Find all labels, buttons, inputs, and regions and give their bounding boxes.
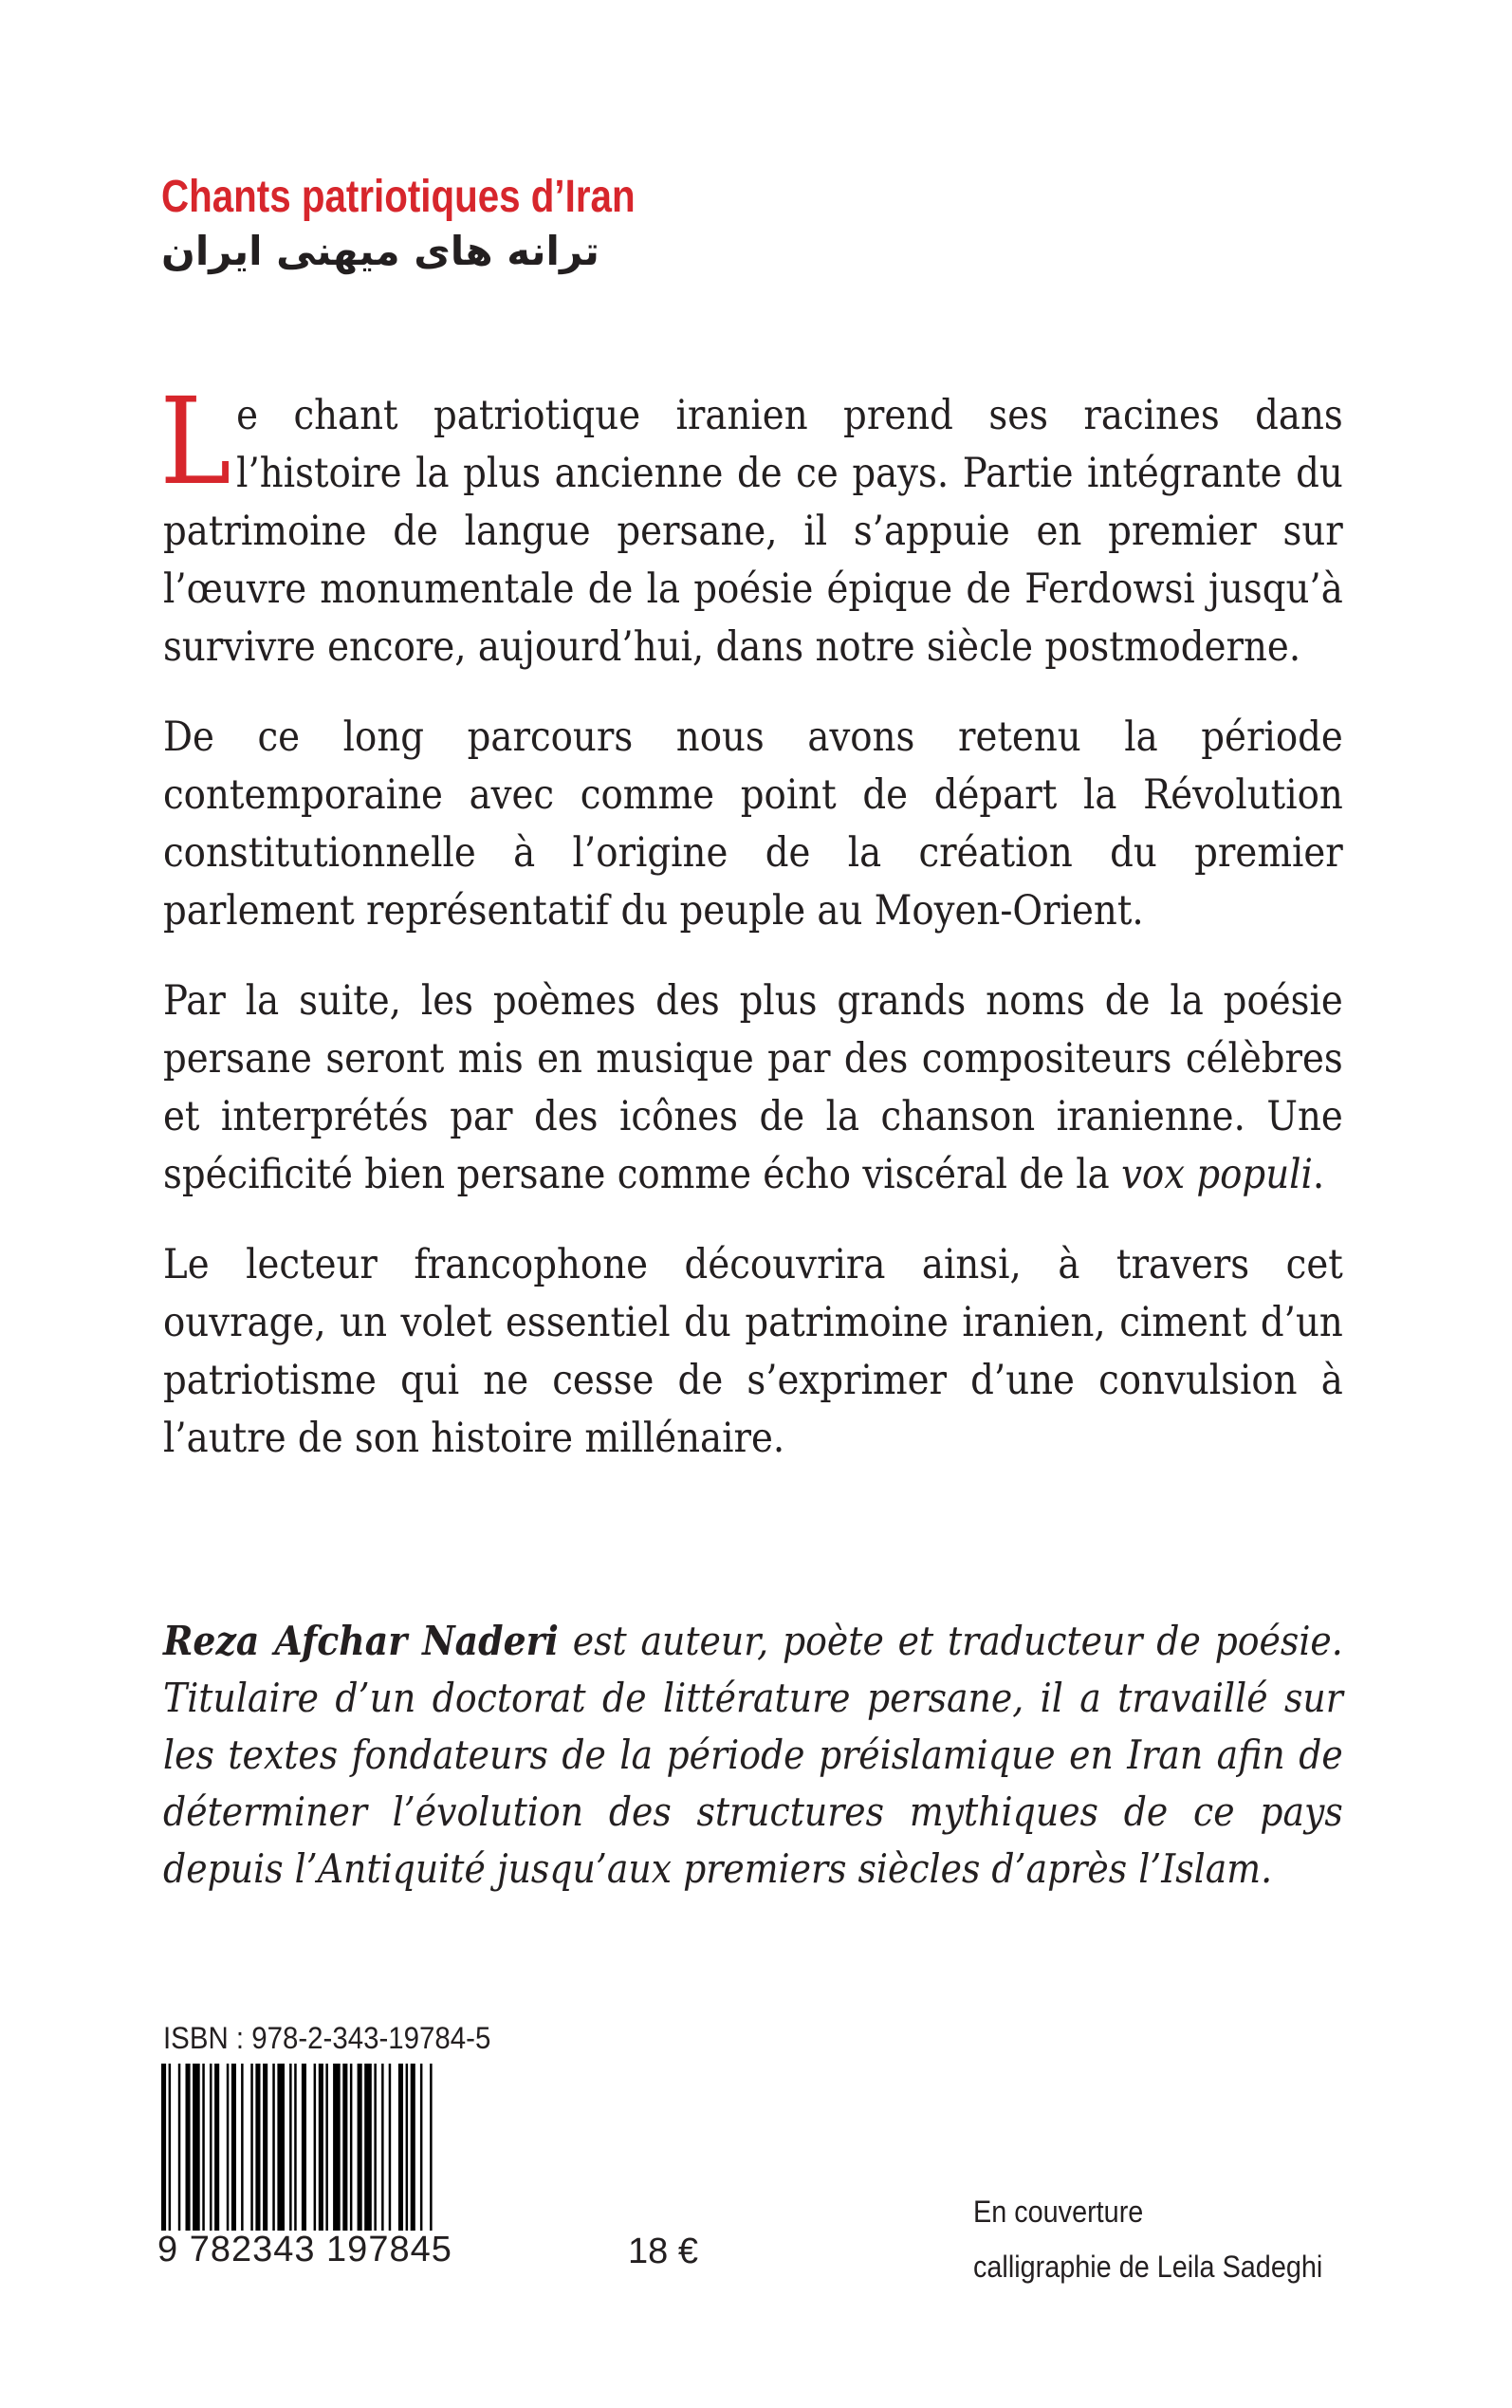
paragraph-3-end: . xyxy=(1312,1151,1325,1198)
title-persian: ترانه های میهنی ایران xyxy=(161,228,599,274)
author-name: Reza Afchar Naderi xyxy=(163,1618,559,1664)
paragraph-3-text: Par la suite, les poèmes des plus grands noms de la poésie persane seront mis en musique par des compositeurs célèbres et interprétés par des icônes de la chanson iranienne. Une spécificité bien persane comme écho viscéral de la xyxy=(163,977,1343,1198)
drop-cap: L xyxy=(159,372,231,511)
paragraph-4: Le lecteur francophone découvrira ainsi, à travers cet ouvrage, un volet essentiel du patrimoine iranien, ciment d’un patriotisme qui ne cesse de s’exprimer d’une convulsion à l’autre de son histoire millénaire. xyxy=(163,1241,1343,1462)
isbn-label: ISBN : 978-2-343-19784-5 xyxy=(163,2021,491,2055)
cover-credit-line-2: calligraphie de Leila Sadeghi xyxy=(973,2250,1323,2284)
price: 18 € xyxy=(628,2232,698,2271)
author-bio xyxy=(163,1613,1343,1898)
barcode-digits: 9 782343 197845 xyxy=(157,2230,452,2269)
barcode-image xyxy=(157,2064,575,2231)
cover-credit-line-1: En couverture xyxy=(973,2195,1144,2229)
paragraph-1 xyxy=(159,372,1343,676)
summary-text xyxy=(159,372,1343,1500)
paragraph-3-italic: vox populi xyxy=(1121,1151,1313,1198)
cover-credit xyxy=(973,2184,1322,2294)
author-bio-text: est auteur, poète et traducteur de poésie. Titulaire d’un doctorat de littérature persane, il a travaillé sur les textes fondateurs de la période préislamique en Iran afin de déterminer l’évolution des structures mythiques de ce pays depuis l’Antiquité jusqu’aux premiers siècles d’après l’Islam. xyxy=(163,1618,1343,1892)
paragraph-1-text: e chant patriotique iranien prend ses racines dans l’histoire la plus ancienne de ce pays. Partie intégrante du patrimoine de langue persane, il s’appuie en premier sur l’œuvre monumentale de la poésie épique de Ferdowsi jusqu’à survivre encore, aujourd’hui, dans notre siècle postmoderne. xyxy=(163,392,1343,671)
paragraph-3 xyxy=(163,972,1343,1204)
title-french: Chants patriotiques d’Iran xyxy=(161,172,636,222)
paragraph-2: De ce long parcours nous avons retenu la période contemporaine avec comme point de départ la Révolution constitutionnelle à l’origine de la création du premier parlement représentatif du peuple au Moyen-Orient. xyxy=(163,713,1343,935)
